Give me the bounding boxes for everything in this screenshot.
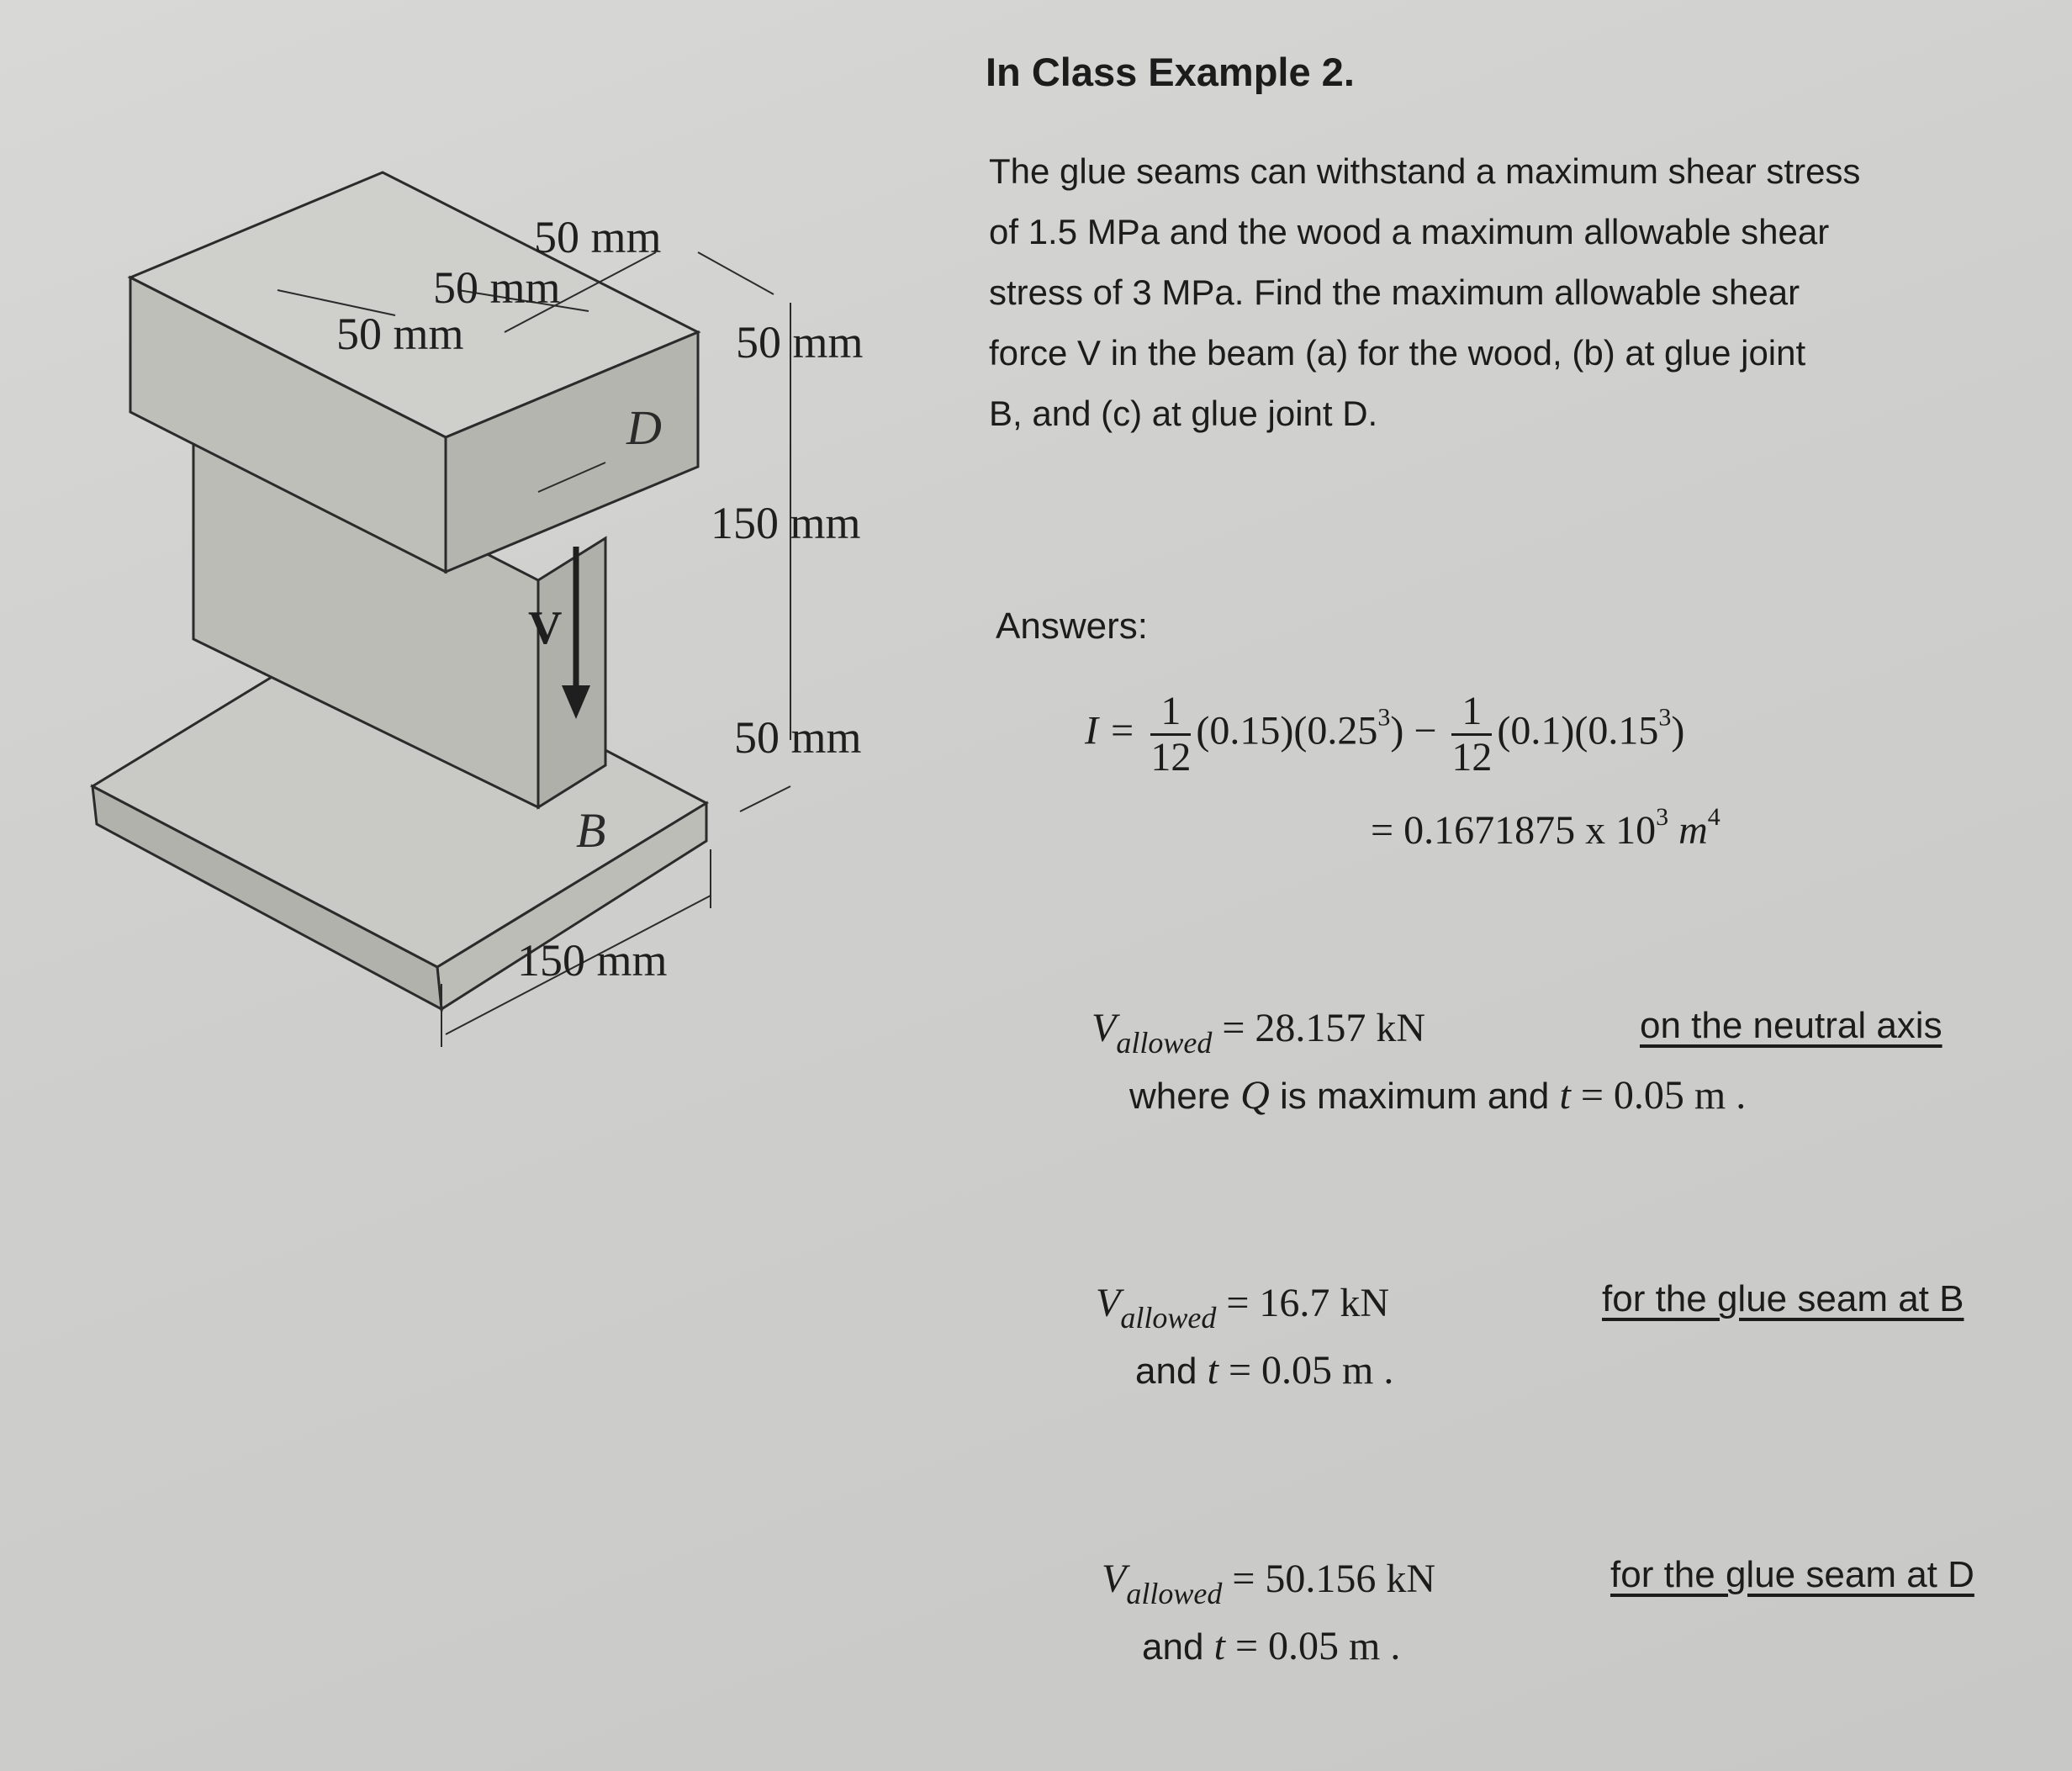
answer-a-sub: allowed	[1116, 1026, 1213, 1060]
answer-b-detail: and t = 0.05 m .	[1135, 1348, 1394, 1393]
inertia-result-exp: 3	[1656, 803, 1669, 831]
answer-c-equation	[1102, 1556, 1435, 1611]
dim-top-3: 50 mm	[336, 309, 464, 359]
label-b: B	[576, 803, 606, 858]
answer-b-value: = 16.7 kN	[1216, 1281, 1390, 1325]
problem-line-4: force V in the beam (a) for the wood, (b) at glue joint	[989, 333, 1806, 373]
dim-right-bot: 50 mm	[734, 712, 862, 763]
beam-figure	[0, 0, 925, 1093]
answer-a-equation	[1092, 1005, 1425, 1060]
inertia-term-1: (0.15)(0.25	[1196, 708, 1378, 753]
inertia-equation	[1085, 690, 1684, 780]
answer-a-value: = 28.157 kN	[1212, 1006, 1426, 1050]
problem-line-3: stress of 3 MPa. Find the maximum allowable shear	[989, 272, 1800, 312]
problem-line-1: The glue seams can withstand a maximum shear stress	[989, 151, 1861, 191]
inertia-result	[1371, 803, 1720, 854]
answer-b-note: for the glue seam at B	[1602, 1278, 1964, 1319]
answer-b-v: V	[1096, 1281, 1121, 1325]
beam-drawing	[0, 0, 925, 1093]
dim-right-mid: 150 mm	[711, 498, 861, 548]
answer-b-equation	[1096, 1280, 1389, 1335]
inertia-lhs: I =	[1085, 708, 1136, 753]
dim-right-top: 50 mm	[736, 317, 864, 367]
dim-bottom: 150 mm	[517, 935, 668, 986]
inertia-term-2-close: )	[1671, 708, 1685, 753]
answers-heading: Answers:	[996, 605, 1148, 647]
dim-top-1: 50 mm	[534, 212, 662, 262]
answer-c-v: V	[1102, 1557, 1127, 1601]
inertia-term-2: (0.1)(0.15	[1497, 708, 1659, 753]
answer-c-detail: and t = 0.05 m .	[1142, 1624, 1401, 1668]
answer-b-sub: allowed	[1120, 1301, 1217, 1335]
inertia-frac-1: $\frac{1}{12}$	[1150, 689, 1192, 780]
web-front-face	[538, 538, 605, 807]
answer-c-sub: allowed	[1126, 1577, 1223, 1610]
answer-a-note: on the neutral axis	[1640, 1005, 1942, 1046]
inertia-result-unit: m	[1678, 808, 1708, 853]
inertia-term-1-close: ) −	[1390, 708, 1437, 753]
label-d: D	[626, 400, 662, 455]
answer-c-note: for the glue seam at D	[1610, 1554, 1974, 1595]
dim-top-2: 50 mm	[433, 262, 561, 313]
page-title: In Class Example 2.	[986, 50, 1355, 94]
answer-c-value: = 50.156 kN	[1222, 1557, 1436, 1601]
answer-a-v: V	[1092, 1006, 1117, 1050]
answer-a-detail: where Q is maximum and t = 0.05 m .	[1129, 1073, 1747, 1118]
problem-line-5: B, and (c) at glue joint D.	[989, 394, 1378, 433]
inertia-term-1-exp: 3	[1377, 703, 1391, 732]
inertia-term-2-exp: 3	[1658, 703, 1672, 732]
inertia-result-unit-exp: 4	[1707, 803, 1720, 831]
problem-line-2: of 1.5 MPa and the wood a maximum allowable shear	[989, 212, 1830, 251]
inertia-result-value: = 0.1671875 x 10	[1371, 808, 1657, 853]
label-v: V	[528, 602, 563, 654]
inertia-frac-2: $\frac{1}{12}$	[1451, 689, 1493, 780]
